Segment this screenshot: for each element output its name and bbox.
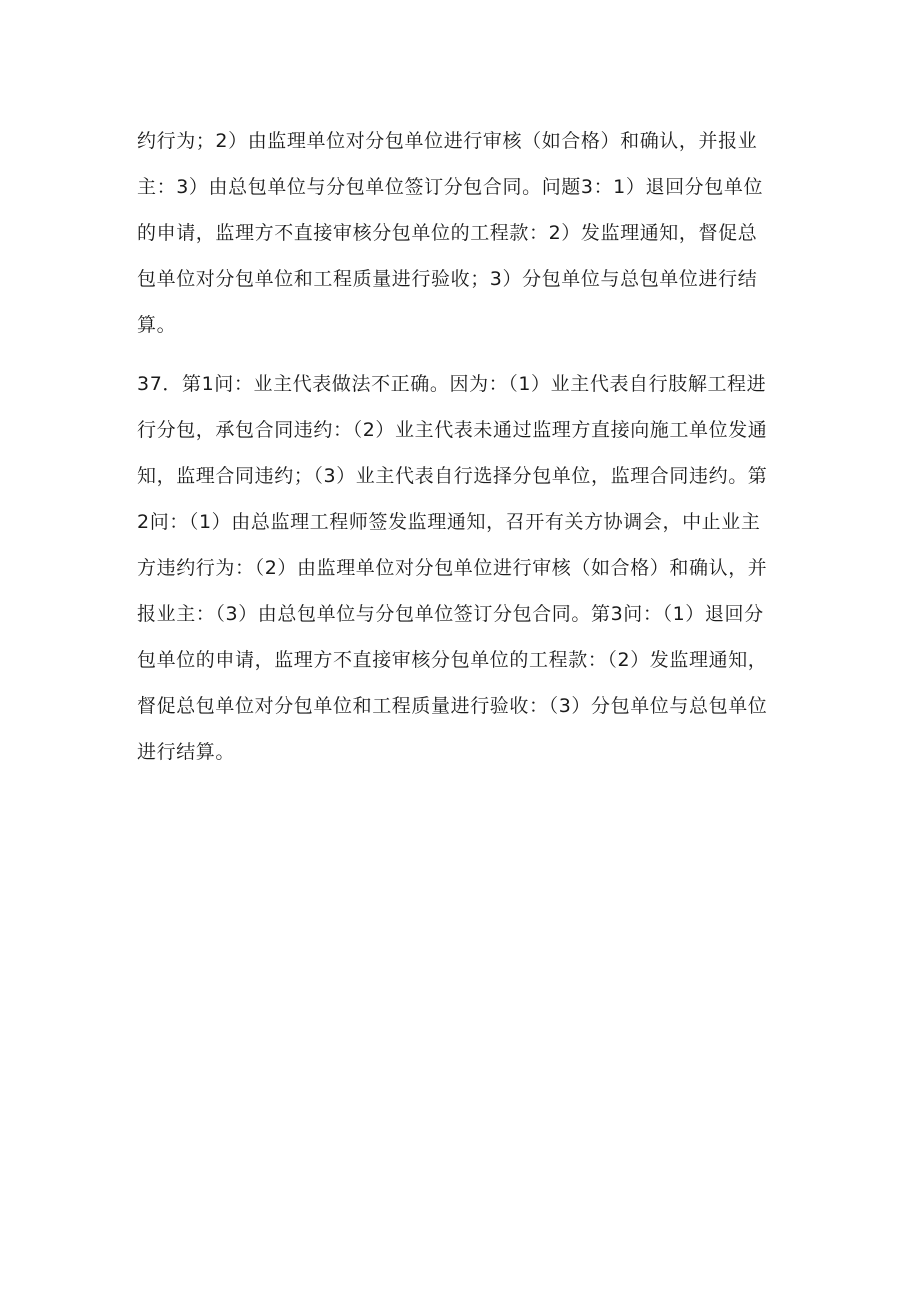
text-line: 的申请，监理方不直接审核分包单位的工程款：2）发监理通知，督促总: [137, 222, 758, 244]
text-line: 报业主：（3）由总包单位与分包单位签订分包合同。第3问：（1）退回分: [137, 603, 764, 625]
text-line: 行分包，承包合同违约：（2）业主代表未通过监理方直接向施工单位发通: [137, 419, 768, 441]
text-line: 约行为；2）由监理单位对分包单位进行审核（如合格）和确认，并报业: [137, 130, 758, 152]
text-line: 方违约行为：（2）由监理单位对分包单位进行审核（如合格）和确认，并: [137, 557, 768, 579]
text-line: 算。: [137, 314, 177, 336]
paragraph-continued: [137, 118, 787, 348]
text-line: 2问：（1）由总监理工程师签发监理通知，召开有关方协调会，中止业主: [137, 511, 761, 533]
text-line: 督促总包单位对分包单位和工程质量进行验收：（3）分包单位与总包单位: [137, 695, 768, 717]
text-line: 主：3）由总包单位与分包单位签订分包合同。问题3：1）退回分包单位: [137, 176, 764, 198]
paragraph-37: [137, 361, 787, 775]
text-line: 包单位的申请，监理方不直接审核分包单位的工程款：（2）发监理通知，: [137, 649, 768, 671]
text-line: 知，监理合同违约；（3）业主代表自行选择分包单位，监理合同违约。第: [137, 465, 768, 487]
text-line: 进行结算。: [137, 741, 236, 763]
text-line: 包单位对分包单位和工程质量进行验收；3）分包单位与总包单位进行结: [137, 268, 758, 290]
text-line: 37．第1问：业主代表做法不正确。因为：（1）业主代表自行肢解工程进: [137, 373, 767, 395]
